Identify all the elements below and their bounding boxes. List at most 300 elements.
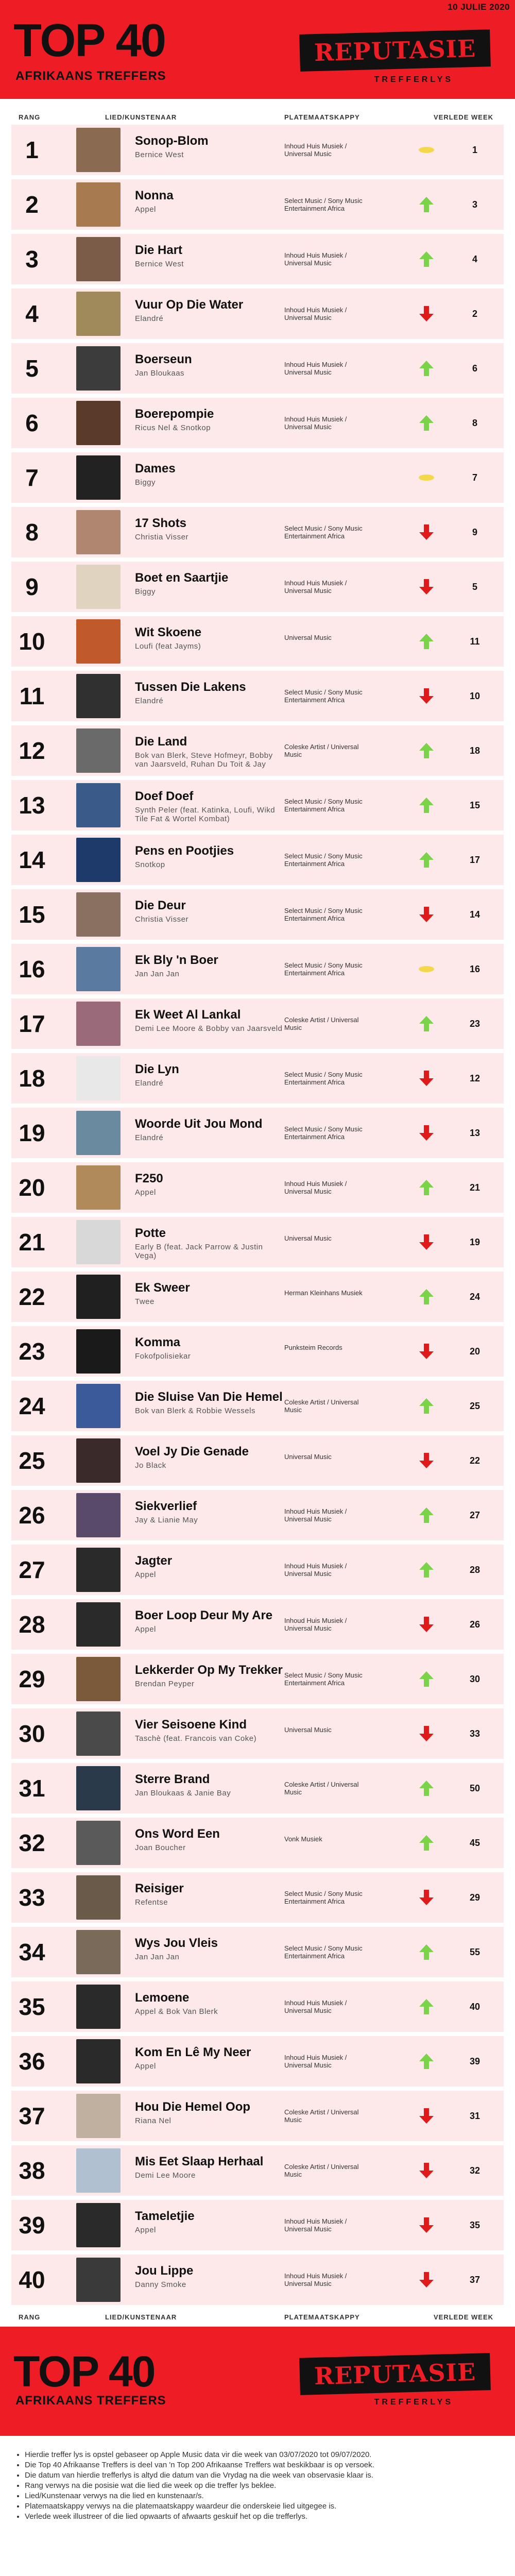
chart-row: [11, 671, 504, 721]
record-label: Select Music / Sony Music Entertainment Africa: [284, 852, 363, 868]
arrow-up-icon: [416, 1288, 437, 1306]
arrow-up-icon: [416, 2053, 437, 2070]
previous-week-rank: 4: [472, 253, 477, 264]
artist-name: Loufi (feat Jayms): [135, 642, 201, 651]
rank-number: 27: [19, 1556, 45, 1583]
rank-number: 26: [19, 1502, 45, 1529]
rank-number: 18: [19, 1065, 45, 1092]
no-change-icon: [416, 960, 437, 978]
rank-number: 40: [19, 2266, 45, 2293]
col-rank: RANG: [19, 113, 41, 121]
rank-number: 28: [19, 1611, 45, 1638]
chart-subtitle: AFRIKAANS TREFFERS: [15, 69, 166, 83]
chart-row: [11, 1381, 504, 1431]
arrow-up-icon: [416, 742, 437, 759]
chart-row: [11, 125, 504, 175]
album-cover: [76, 455, 121, 500]
album-cover: [76, 1056, 121, 1100]
album-cover: [76, 1493, 121, 1537]
rank-number: 30: [19, 1720, 45, 1747]
arrow-down-icon: [416, 687, 437, 705]
album-cover: [76, 2039, 121, 2083]
artist-name: Biggy: [135, 587, 156, 596]
chart-list: [11, 125, 504, 2309]
song-title: Jagter: [135, 1554, 173, 1568]
song-title: F250: [135, 1172, 163, 1185]
record-label: Coleske Artist / Universal Music: [284, 743, 359, 758]
song-title: Dames: [135, 462, 176, 476]
rank-number: 8: [25, 519, 39, 546]
artist-name: Christia Visser: [135, 533, 188, 541]
chart-row: [11, 1599, 504, 1650]
col-prev: VERLEDE WEEK: [434, 113, 494, 121]
album-cover: [76, 2094, 121, 2138]
arrow-up-icon: [416, 1780, 437, 1797]
previous-week-rank: 21: [469, 1182, 480, 1193]
arrow-down-icon: [416, 2107, 437, 2125]
record-label: Select Music / Sony Music Entertainment Africa: [284, 1125, 363, 1141]
artist-name: Jan Jan Jan: [135, 1953, 180, 1961]
arrow-down-icon: [416, 1452, 437, 1469]
chart-row: [11, 1872, 504, 1923]
record-label: Inhoud Huis Musiek / Universal Music: [284, 361, 347, 376]
col-rank: RANG: [19, 2313, 41, 2321]
album-cover: [76, 783, 121, 827]
rank-number: 12: [19, 737, 45, 764]
previous-week-rank: 17: [469, 854, 480, 865]
rank-number: 20: [19, 1174, 45, 1201]
chart-row: [11, 2255, 504, 2305]
record-label: Universal Music: [284, 1234, 332, 1242]
footnote-item: • Platemaatskappy verwys na die platemaatskappy waardeur die onderskeie lied uitgegee is.: [25, 2501, 514, 2512]
album-cover: [76, 1602, 121, 1647]
column-headers-bottom: [0, 2309, 515, 2325]
previous-week-rank: 39: [469, 2056, 480, 2066]
chart-row: [11, 889, 504, 940]
footer-subtitle: AFRIKAANS TREFFERS: [15, 2394, 166, 2408]
artist-name: Jay & Lianie May: [135, 1516, 198, 1524]
artist-name: Elandré: [135, 697, 164, 705]
record-label: Inhoud Huis Musiek / Universal Music: [284, 1999, 347, 2014]
song-title: Vier Seisoene Kind: [135, 1718, 247, 1732]
no-change-icon: [416, 469, 437, 486]
record-label: Vonk Musiek: [284, 1835, 322, 1843]
record-label: Select Music / Sony Music Entertainment Africa: [284, 798, 363, 813]
chart-row: [11, 1217, 504, 1267]
song-title: Boet en Saartjie: [135, 571, 229, 585]
previous-week-rank: 8: [472, 417, 477, 428]
record-label: Inhoud Huis Musiek / Universal Music: [284, 142, 347, 158]
song-title: Lekkerder Op My Trekker: [135, 1663, 283, 1677]
header-banner: [0, 0, 515, 99]
arrow-down-icon: [416, 578, 437, 596]
arrow-down-icon: [416, 2216, 437, 2234]
chart-row: [11, 289, 504, 339]
col-song: LIED/KUNSTENAAR: [105, 2313, 177, 2321]
previous-week-rank: 5: [472, 581, 477, 592]
previous-week-rank: 23: [469, 1018, 480, 1029]
chart-row: [11, 234, 504, 284]
song-title: Siekverlief: [135, 1499, 197, 1513]
arrow-down-icon: [416, 1070, 437, 1087]
album-cover: [76, 292, 121, 336]
artist-name: Riana Nel: [135, 2116, 171, 2125]
arrow-up-icon: [416, 1506, 437, 1524]
album-cover: [76, 674, 121, 718]
arrow-up-icon: [416, 851, 437, 869]
previous-week-rank: 29: [469, 1892, 480, 1903]
previous-week-rank: 35: [469, 2219, 480, 2230]
rank-number: 23: [19, 1338, 45, 1365]
record-label: Universal Music: [284, 1453, 332, 1461]
brand-logo-subtext: TREFFERLYS: [374, 75, 453, 84]
chart-row: [11, 944, 504, 994]
arrow-down-icon: [416, 2271, 437, 2289]
album-cover: [76, 1438, 121, 1483]
record-label: Inhoud Huis Musiek / Universal Music: [284, 1617, 347, 1632]
record-label: Coleske Artist / Universal Music: [284, 2163, 359, 2178]
arrow-up-icon: [416, 796, 437, 814]
chart-title: TOP 40: [13, 15, 165, 66]
arrow-down-icon: [416, 1616, 437, 1633]
arrow-up-icon: [416, 360, 437, 377]
chart-row: [11, 1981, 504, 2032]
song-title: Wys Jou Vleis: [135, 1936, 218, 1950]
record-label: Select Music / Sony Music Entertainment Africa: [284, 688, 363, 704]
song-title: Die Hart: [135, 243, 183, 257]
footer-brand-logo-subtext: TREFFERLYS: [374, 2398, 453, 2406]
chart-row: [11, 179, 504, 230]
artist-name: Appel: [135, 2226, 156, 2234]
arrow-down-icon: [416, 2162, 437, 2179]
arrow-up-icon: [416, 1834, 437, 1852]
previous-week-rank: 14: [469, 909, 480, 920]
song-title: Die Deur: [135, 899, 186, 912]
footnote-item: • Rang verwys na die posisie wat die lied die week op die treffer lys beklee.: [25, 2481, 514, 2491]
arrow-down-icon: [416, 1343, 437, 1360]
song-title: Mis Eet Slaap Herhaal: [135, 2155, 264, 2168]
record-label: Universal Music: [284, 634, 332, 641]
album-cover: [76, 1165, 121, 1210]
album-cover: [76, 565, 121, 609]
song-title: Kom En Lê My Neer: [135, 2045, 251, 2059]
previous-week-rank: 22: [469, 1455, 480, 1466]
chart-row: [11, 398, 504, 448]
rank-number: 11: [19, 683, 45, 709]
rank-number: 10: [19, 628, 45, 655]
record-label: Select Music / Sony Music Entertainment Africa: [284, 1071, 363, 1086]
song-title: Voel Jy Die Genade: [135, 1445, 249, 1459]
brand-logo-text: REPUTASIE: [314, 34, 476, 67]
album-cover: [76, 346, 121, 391]
record-label: Inhoud Huis Musiek / Universal Music: [284, 1507, 347, 1523]
record-label: Inhoud Huis Musiek / Universal Music: [284, 1562, 347, 1578]
arrow-up-icon: [416, 1561, 437, 1579]
artist-name: Jo Black: [135, 1461, 166, 1470]
rank-number: 35: [19, 1993, 45, 2020]
previous-week-rank: 6: [472, 363, 477, 374]
artist-name: Ricus Nel & Snotkop: [135, 423, 211, 432]
previous-week-rank: 16: [469, 963, 480, 974]
rank-number: 24: [19, 1393, 45, 1419]
chart-row: [11, 507, 504, 557]
rank-number: 37: [19, 2103, 45, 2129]
record-label: Inhoud Huis Musiek / Universal Music: [284, 306, 347, 321]
previous-week-rank: 25: [469, 1400, 480, 1411]
previous-week-rank: 11: [470, 636, 480, 647]
album-cover: [76, 1657, 121, 1701]
song-title: Tussen Die Lakens: [135, 680, 246, 694]
arrow-down-icon: [416, 1889, 437, 1906]
album-cover: [76, 1985, 121, 2029]
rank-number: 36: [19, 2048, 45, 2075]
artist-name: Demi Lee Moore & Bobby van Jaarsveld: [135, 1024, 283, 1033]
album-cover: [76, 401, 121, 445]
previous-week-rank: 18: [469, 745, 480, 756]
rank-number: 39: [19, 2212, 45, 2239]
record-label: Inhoud Huis Musiek / Universal Music: [284, 1180, 347, 1195]
previous-week-rank: 31: [469, 2110, 480, 2121]
song-title: Die Land: [135, 735, 187, 749]
album-cover: [76, 728, 121, 773]
song-title: Komma: [135, 1335, 181, 1349]
rank-number: 38: [19, 2157, 45, 2184]
song-title: Boerseun: [135, 352, 192, 366]
record-label: Select Music / Sony Music Entertainment Africa: [284, 907, 363, 922]
record-label: Select Music / Sony Music Entertainment Africa: [284, 1671, 363, 1687]
arrow-up-icon: [416, 250, 437, 268]
chart-row: [11, 1545, 504, 1595]
song-title: Hou Die Hemel Oop: [135, 2100, 251, 2114]
song-title: Woorde Uit Jou Mond: [135, 1117, 263, 1131]
rank-number: 14: [19, 846, 45, 873]
previous-week-rank: 45: [469, 1837, 480, 1848]
previous-week-rank: 32: [469, 2165, 480, 2176]
rank-number: 13: [19, 792, 45, 819]
album-cover: [76, 947, 121, 991]
song-title: Sonop-Blom: [135, 134, 209, 148]
previous-week-rank: 37: [469, 2274, 480, 2285]
previous-week-rank: 10: [469, 690, 480, 701]
footnotes: [14, 2450, 514, 2522]
rank-number: 17: [19, 1010, 45, 1037]
previous-week-rank: 15: [469, 800, 480, 810]
artist-name: Appel: [135, 205, 156, 214]
arrow-down-icon: [416, 1725, 437, 1742]
artist-name: Taschè (feat. Francois van Coke): [135, 1734, 257, 1743]
footer-brand-logo-text: REPUTASIE: [314, 2358, 476, 2391]
column-headers-top: [0, 109, 515, 125]
chart-row: [11, 835, 504, 885]
song-title: Die Lyn: [135, 1062, 179, 1076]
footnote-item: • Hierdie treffer lys is opstel gebaseer op Apple Music data vir die week van 03/07/2020 tot 09/07/2020.: [25, 2450, 514, 2460]
rank-number: 31: [19, 1775, 45, 1802]
album-cover: [76, 182, 121, 227]
song-title: Lemoene: [135, 1991, 190, 2005]
rank-number: 33: [19, 1884, 45, 1911]
arrow-up-icon: [416, 196, 437, 213]
record-label: Select Music / Sony Music Entertainment Africa: [284, 1890, 363, 1905]
chart-row: [11, 998, 504, 1049]
arrow-up-icon: [416, 414, 437, 432]
brand-logo: [299, 29, 491, 72]
footnote-item: • Lied/Kunstenaar verwys na die lied en kunstenaar/s.: [25, 2491, 514, 2501]
previous-week-rank: 28: [469, 1564, 480, 1575]
artist-name: Bok van Blerk & Robbie Wessels: [135, 1406, 255, 1415]
record-label: Select Music / Sony Music Entertainment Africa: [284, 961, 363, 977]
footnote-item: • Verlede week illustreer of die lied opwaarts of afwaarts geskuif het op die trefferlys.: [25, 2512, 514, 2522]
song-title: Ek Sweer: [135, 1281, 190, 1295]
footer-title: TOP 40: [13, 2347, 155, 2396]
previous-week-rank: 33: [469, 1728, 480, 1739]
col-prev: VERLEDE WEEK: [434, 2313, 494, 2321]
arrow-down-icon: [416, 523, 437, 541]
song-title: Nonna: [135, 189, 174, 202]
album-cover: [76, 1711, 121, 1756]
album-cover: [76, 1875, 121, 1920]
album-cover: [76, 237, 121, 281]
rank-number: 22: [19, 1283, 45, 1310]
rank-number: 4: [25, 300, 39, 327]
rank-number: 32: [19, 1829, 45, 1856]
previous-week-rank: 24: [469, 1291, 480, 1302]
chart-row: [11, 452, 504, 503]
artist-name: Appel: [135, 2062, 156, 2071]
album-cover: [76, 1548, 121, 1592]
album-cover: [76, 1002, 121, 1046]
footer-banner: [0, 2327, 515, 2436]
artist-name: Elandré: [135, 314, 164, 323]
song-title: Vuur Op Die Water: [135, 298, 244, 312]
artist-name: Appel: [135, 1188, 156, 1197]
chart-row: [11, 2091, 504, 2141]
song-title: 17 Shots: [135, 516, 187, 530]
record-label: Universal Music: [284, 1726, 332, 1734]
rank-number: 7: [25, 464, 39, 491]
album-cover: [76, 1930, 121, 1974]
song-title: Potte: [135, 1226, 166, 1240]
album-cover: [76, 128, 121, 172]
artist-name: Elandré: [135, 1079, 164, 1088]
song-title: Sterre Brand: [135, 1772, 210, 1786]
arrow-up-icon: [416, 1397, 437, 1415]
footnote-item: • Die datum van hierdie trefferlys is altyd die datum van die Vrydag na die week van observasie klaar is.: [25, 2470, 514, 2481]
arrow-down-icon: [416, 305, 437, 323]
rank-number: 16: [19, 956, 45, 982]
artist-name: Bernice West: [135, 150, 184, 159]
artist-name: Joan Boucher: [135, 1843, 186, 1852]
record-label: Coleske Artist / Universal Music: [284, 2108, 359, 2124]
song-title: Wit Skoene: [135, 625, 202, 639]
col-label: PLATEMAATSKAPPY: [284, 2313, 360, 2321]
song-title: Pens en Pootjies: [135, 844, 234, 858]
record-label: Coleske Artist / Universal Music: [284, 1398, 359, 1414]
previous-week-rank: 30: [469, 1673, 480, 1684]
arrow-up-icon: [416, 1998, 437, 2015]
arrow-up-icon: [416, 1015, 437, 1032]
album-cover: [76, 1384, 121, 1428]
record-label: Inhoud Huis Musiek / Universal Music: [284, 579, 347, 595]
arrow-up-icon: [416, 633, 437, 650]
album-cover: [76, 1329, 121, 1374]
album-cover: [76, 1275, 121, 1319]
song-title: Ek Bly 'n Boer: [135, 953, 218, 967]
previous-week-rank: 7: [472, 472, 477, 483]
chart-row: [11, 1927, 504, 1977]
artist-name: Elandré: [135, 1133, 164, 1142]
artist-name: Jan Bloukaas & Janie Bay: [135, 1789, 231, 1798]
chart-row: [11, 1272, 504, 1322]
previous-week-rank: 13: [469, 1127, 480, 1138]
record-label: Coleske Artist / Universal Music: [284, 1016, 359, 1031]
song-title: Ek Weet Al Lankal: [135, 1008, 241, 1022]
album-cover: [76, 892, 121, 937]
artist-name: Early B (feat. Jack Parrow & Justin Vega): [135, 1243, 263, 1260]
chart-row: [11, 616, 504, 667]
arrow-up-icon: [416, 1670, 437, 1688]
album-cover: [76, 838, 121, 882]
chart-row: [11, 1326, 504, 1377]
chart-row: [11, 1490, 504, 1540]
previous-week-rank: 9: [472, 527, 477, 537]
arrow-down-icon: [416, 906, 437, 923]
chart-row: [11, 1108, 504, 1158]
album-cover: [76, 1766, 121, 1810]
artist-name: Appel & Bok Van Blerk: [135, 2007, 218, 2016]
arrow-up-icon: [416, 1943, 437, 1961]
record-label: Inhoud Huis Musiek / Universal Music: [284, 415, 347, 431]
previous-week-rank: 40: [469, 2001, 480, 2012]
song-title: Boerepompie: [135, 407, 214, 421]
previous-week-rank: 26: [469, 1619, 480, 1630]
song-title: Jou Lippe: [135, 2264, 194, 2278]
chart-row: [11, 1162, 504, 1213]
album-cover: [76, 510, 121, 554]
artist-name: Appel: [135, 1570, 156, 1579]
album-cover: [76, 2258, 121, 2302]
previous-week-rank: 1: [472, 144, 477, 155]
chart-row: [11, 725, 504, 776]
chart-date: 10 JULIE 2020: [448, 2, 510, 12]
artist-name: Appel: [135, 1625, 156, 1634]
chart-row: [11, 1708, 504, 1759]
rank-number: 3: [25, 246, 39, 273]
record-label: Select Music / Sony Music Entertainment Africa: [284, 197, 363, 212]
rank-number: 29: [19, 1666, 45, 1692]
arrow-up-icon: [416, 1179, 437, 1196]
rank-number: 25: [19, 1447, 45, 1474]
song-title: Die Sluise Van Die Hemel: [135, 1390, 283, 1404]
artist-name: Jan Bloukaas: [135, 369, 185, 378]
rank-number: 19: [19, 1120, 45, 1146]
previous-week-rank: 19: [469, 1236, 480, 1247]
song-title: Doef Doef: [135, 789, 194, 803]
chart-row: [11, 2200, 504, 2250]
artist-name: Biggy: [135, 478, 156, 487]
artist-name: Christia Visser: [135, 915, 188, 924]
footer-brand-logo: [299, 2353, 491, 2395]
chart-row: [11, 1053, 504, 1104]
previous-week-rank: 55: [469, 1946, 480, 1957]
record-label: Inhoud Huis Musiek / Universal Music: [284, 2217, 347, 2233]
rank-number: 9: [25, 573, 39, 600]
artist-name: Twee: [135, 1297, 154, 1306]
record-label: Punksteim Records: [284, 1344, 342, 1351]
rank-number: 6: [25, 410, 39, 436]
arrow-down-icon: [416, 1124, 437, 1142]
record-label: Inhoud Huis Musiek / Universal Music: [284, 2054, 347, 2069]
record-label: Coleske Artist / Universal Music: [284, 1781, 359, 1796]
